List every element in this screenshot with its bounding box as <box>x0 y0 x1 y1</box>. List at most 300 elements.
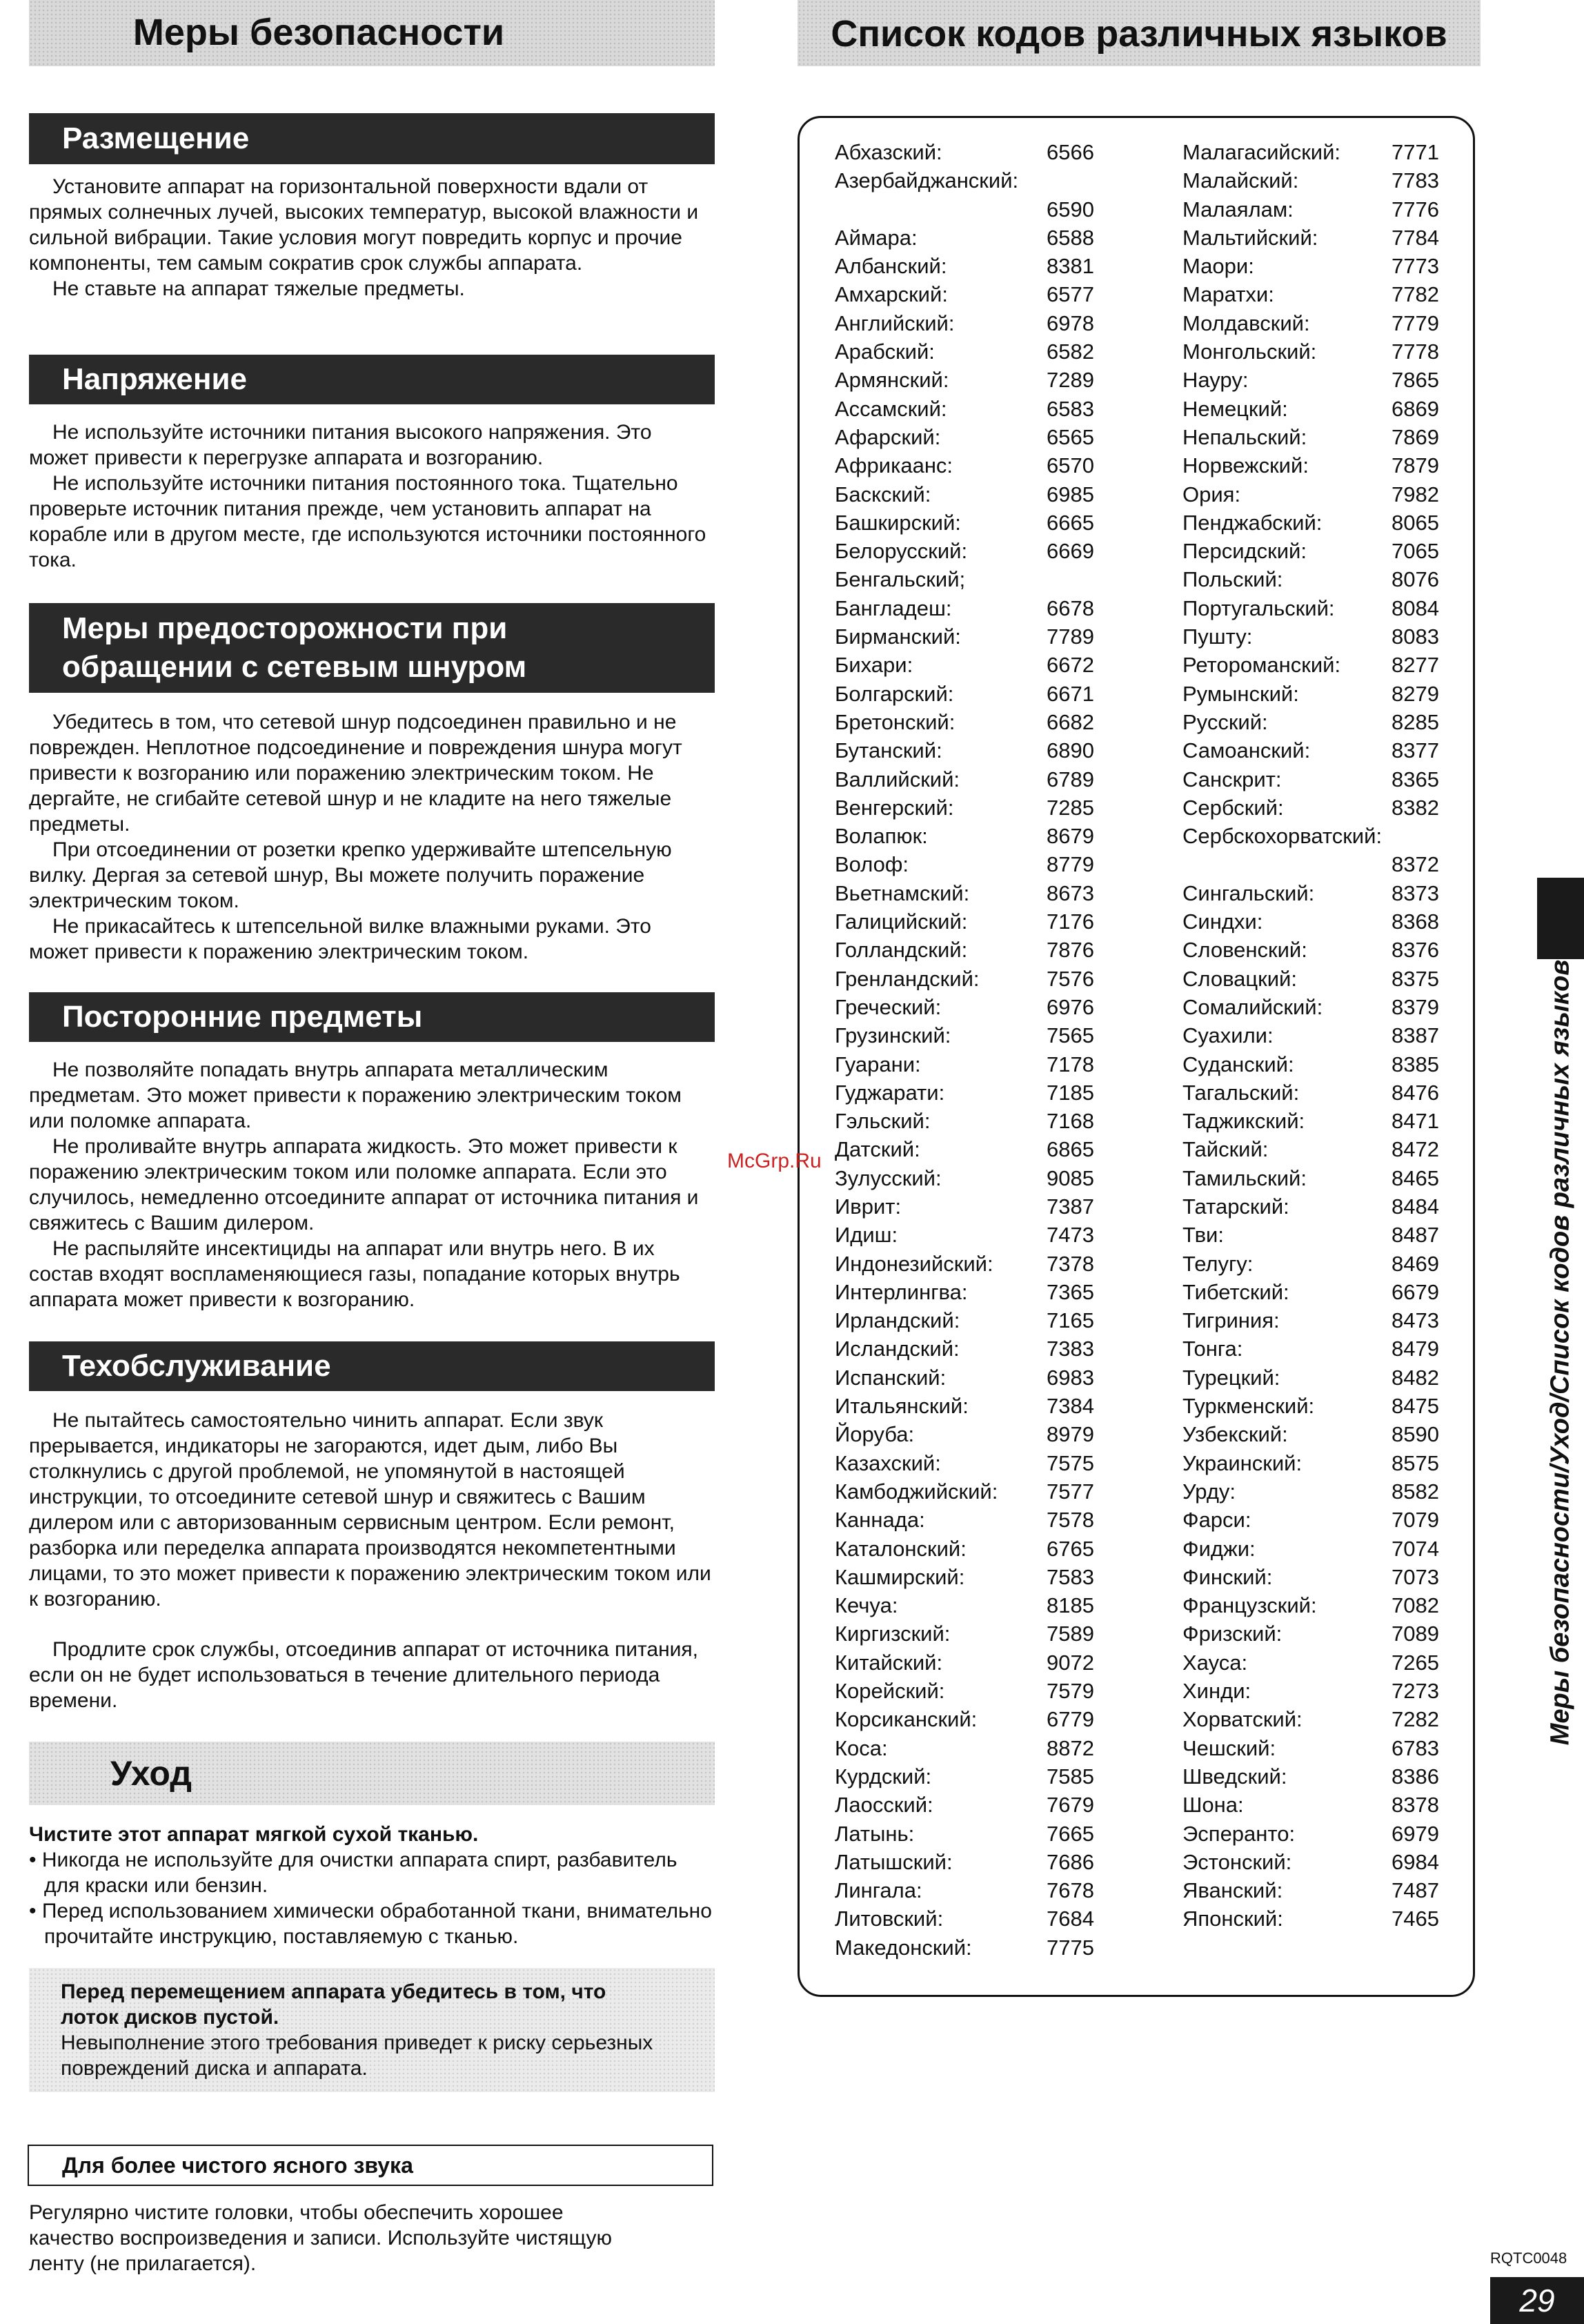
language-name: Французский: <box>1182 1593 1317 1618</box>
language-row <box>835 1535 1094 1563</box>
language-name: Ассамский: <box>835 396 947 421</box>
language-row <box>1182 537 1439 565</box>
language-name: Тагальский: <box>1182 1080 1300 1105</box>
language-code: 6582 <box>1047 339 1094 364</box>
language-code: 8386 <box>1392 1764 1439 1789</box>
language-name: Гэльский: <box>835 1109 931 1134</box>
language-row <box>1182 907 1439 936</box>
language-code: 6678 <box>1047 595 1094 620</box>
language-code: 6679 <box>1392 1279 1439 1304</box>
language-code: 7384 <box>1047 1394 1094 1419</box>
language-name: Киргизский: <box>835 1622 951 1646</box>
language-name: Русский: <box>1182 709 1268 734</box>
language-row <box>1182 451 1439 480</box>
care-note <box>61 1979 668 2081</box>
language-name: Грузинский: <box>835 1023 951 1048</box>
language-code: 8376 <box>1392 938 1439 963</box>
language-code: 8377 <box>1392 738 1439 763</box>
language-code: 8083 <box>1392 624 1439 649</box>
language-code: 7589 <box>1047 1622 1094 1646</box>
language-name: Польский: <box>1182 567 1283 592</box>
language-row <box>835 1221 1094 1249</box>
paragraph: Установите аппарат на горизонтальной поверхности вдали от прямых солнечных лучей, высоких температур, высокой влажности и сильной вибрации. Такие условия могут повредить корпус и прочие компоненты, тем самым сократив срок службы аппарата. <box>29 175 699 275</box>
language-row <box>835 1820 1094 1848</box>
language-name: Гуджарати: <box>835 1080 945 1105</box>
language-name: Санскрит: <box>1182 767 1282 791</box>
language-name: Бутанский: <box>835 738 942 763</box>
language-code: 6783 <box>1392 1735 1439 1760</box>
language-name: Африкаанс: <box>835 453 953 478</box>
language-code: 7487 <box>1392 1878 1439 1903</box>
language-row <box>1182 1648 1439 1677</box>
section-placement-body <box>29 174 715 302</box>
language-code: 8373 <box>1392 880 1439 905</box>
language-code: 9072 <box>1047 1650 1094 1675</box>
document-code: RQTC0048 <box>1490 2249 1567 2267</box>
language-code: 8779 <box>1047 852 1094 877</box>
language-name: Хинди: <box>1182 1679 1251 1704</box>
language-code: 7065 <box>1392 539 1439 564</box>
language-name: Тигриния: <box>1182 1308 1280 1333</box>
language-row <box>1182 850 1439 878</box>
language-row <box>835 509 1094 537</box>
language-row <box>835 1762 1094 1791</box>
language-name: Зулусский: <box>835 1165 942 1190</box>
language-code: 8472 <box>1392 1137 1439 1162</box>
language-code: 7771 <box>1392 140 1439 164</box>
language-row <box>835 1848 1094 1876</box>
language-row <box>1182 480 1439 509</box>
language-row <box>835 1506 1094 1534</box>
language-code: 6565 <box>1047 424 1094 449</box>
side-tab-marker <box>1537 878 1584 959</box>
language-code: 6979 <box>1392 1821 1439 1846</box>
language-name: Пушту: <box>1182 624 1253 649</box>
language-name: Лингала: <box>835 1878 922 1903</box>
language-row <box>1182 680 1439 708</box>
language-code: 8872 <box>1047 1735 1094 1760</box>
language-code: 8484 <box>1392 1194 1439 1219</box>
language-row <box>1182 1791 1439 1819</box>
language-row <box>835 252 1094 280</box>
right-header-title: Список кодов различных языков <box>831 13 1447 55</box>
language-code: 7778 <box>1392 339 1439 364</box>
language-row <box>835 1563 1094 1591</box>
language-code: 7378 <box>1047 1251 1094 1276</box>
left-header-title: Меры безопасности <box>132 12 505 53</box>
language-row <box>835 1192 1094 1221</box>
language-code: 7865 <box>1392 368 1439 393</box>
care-bullet: • Никогда не используйте для очистки аппарата спирт, разбавитель для краски или бензин. <box>29 1849 677 1897</box>
language-name: Тви: <box>1182 1223 1224 1248</box>
language-row <box>835 622 1094 651</box>
language-name: Непальский: <box>1182 424 1307 449</box>
language-row <box>835 1791 1094 1819</box>
language-name: Испанский: <box>835 1365 947 1390</box>
language-name: Ретороманский: <box>1182 653 1341 678</box>
language-code: 6983 <box>1047 1365 1094 1390</box>
language-name: Турецкий: <box>1182 1365 1280 1390</box>
language-row <box>835 1278 1094 1306</box>
language-name: Тамильский: <box>1182 1165 1307 1190</box>
language-row <box>1182 1591 1439 1619</box>
language-name: Малагасийский: <box>1182 140 1341 164</box>
language-name: Каннада: <box>835 1508 925 1533</box>
language-row <box>1182 1563 1439 1591</box>
language-row <box>1182 1820 1439 1848</box>
language-row <box>835 1591 1094 1619</box>
language-name: Фризский: <box>1182 1622 1283 1646</box>
language-code: 7465 <box>1392 1907 1439 1931</box>
language-row <box>835 765 1094 794</box>
language-row <box>835 736 1094 765</box>
language-row <box>1182 1306 1439 1335</box>
language-name: Чешский: <box>1182 1735 1276 1760</box>
language-row <box>835 1705 1094 1733</box>
language-name: Камбоджийский: <box>835 1479 998 1504</box>
language-code: 8482 <box>1392 1365 1439 1390</box>
language-name: Фиджи: <box>1182 1536 1256 1561</box>
language-code: 8375 <box>1392 966 1439 991</box>
language-code: 7577 <box>1047 1479 1094 1504</box>
language-name: Арабский: <box>835 339 935 364</box>
language-name: Белорусский: <box>835 539 968 564</box>
language-code: 8378 <box>1392 1793 1439 1818</box>
language-name: Волоф: <box>835 852 909 877</box>
language-code: 8479 <box>1392 1337 1439 1361</box>
language-row <box>835 965 1094 993</box>
language-code: 7089 <box>1392 1622 1439 1646</box>
language-row <box>1182 1192 1439 1221</box>
language-name: Маратхи: <box>1182 282 1274 307</box>
paragraph: Не пытайтесь самостоятельно чинить аппарат. Если звук прерывается, индикаторы не загораются, идет дым, либо Вы столкнулись с другой проблемой, не упомянутой в настоящей инструкции, то отсоедините сетевой шнур и свяжитесь с Вашим дилером или с авторизованным сервисным центром. Если ремонт, разборка или переделка аппарата производятся некомпетентными лицами, то это может привести к поражению электрическим током или к возгоранию. <box>29 1409 711 1611</box>
language-name: Фарси: <box>1182 1508 1251 1533</box>
language-row <box>835 224 1094 252</box>
clean-sound-title: Для более чистого ясного звука <box>28 2145 713 2186</box>
language-code: 7565 <box>1047 1023 1094 1048</box>
language-row <box>835 195 1094 224</box>
language-name: Казахский: <box>835 1450 941 1475</box>
clean-sound-text: Регулярно чистите головки, чтобы обеспечить хорошее качество воспроизведения и записи. Используйте чистящую ленту (не прилагается). <box>29 2201 613 2275</box>
language-code: 7789 <box>1047 624 1094 649</box>
language-row <box>835 651 1094 679</box>
language-code: 6669 <box>1047 539 1094 564</box>
language-code: 6890 <box>1047 738 1094 763</box>
language-row <box>1182 1221 1439 1249</box>
language-name: Тайский: <box>1182 1137 1269 1162</box>
language-code: 8381 <box>1047 254 1094 279</box>
language-code: 7784 <box>1392 225 1439 250</box>
language-row <box>1182 1506 1439 1534</box>
language-code: 7982 <box>1392 482 1439 506</box>
language-code: 7168 <box>1047 1109 1094 1134</box>
language-name: Английский: <box>835 311 955 335</box>
language-row <box>835 1164 1094 1192</box>
language-row <box>1182 1021 1439 1050</box>
section-voltage-title: Напряжение <box>29 355 715 404</box>
language-code: 8465 <box>1392 1165 1439 1190</box>
language-row <box>835 1363 1094 1392</box>
section-service-body <box>29 1408 715 1713</box>
language-code: 7082 <box>1392 1593 1439 1618</box>
language-name: Ирландский: <box>835 1308 960 1333</box>
language-row <box>835 1335 1094 1363</box>
language-name: Македонский: <box>835 1935 972 1960</box>
language-name: Телугу: <box>1182 1251 1254 1276</box>
language-list-left <box>835 138 1094 1962</box>
language-name: Португальский: <box>1182 595 1335 620</box>
language-name: Шведский: <box>1182 1764 1287 1789</box>
language-row <box>1182 1278 1439 1306</box>
language-code: 8379 <box>1392 994 1439 1019</box>
paragraph: Не позволяйте попадать внутрь аппарата металлическим предметам. Это может привести к поражению электрическим током или поломке аппарата. <box>29 1058 682 1132</box>
language-row <box>1182 1050 1439 1079</box>
language-row <box>835 907 1094 936</box>
language-name: Галицийский: <box>835 909 968 934</box>
language-row <box>1182 366 1439 394</box>
language-code: 7387 <box>1047 1194 1094 1219</box>
language-name: Амхарский: <box>835 282 948 307</box>
language-name: Суахили: <box>1182 1023 1274 1048</box>
paragraph: Не распыляйте инсектициды на аппарат или внутрь него. В их состав входят воспламеняющиеся газы, попадание которых внутрь аппарата может привести к возгоранию. <box>29 1237 680 1311</box>
language-row <box>1182 224 1439 252</box>
language-code: 7678 <box>1047 1878 1094 1903</box>
language-row <box>1182 993 1439 1021</box>
language-code: 8065 <box>1392 510 1439 535</box>
language-code: 7282 <box>1392 1707 1439 1732</box>
language-code: 8084 <box>1392 595 1439 620</box>
language-name: Бирманский: <box>835 624 961 649</box>
language-name: Бенгальский; <box>835 567 966 592</box>
language-code: 8582 <box>1392 1479 1439 1504</box>
language-code: 8471 <box>1392 1109 1439 1134</box>
language-name: Абхазский: <box>835 140 942 164</box>
language-code: 6978 <box>1047 311 1094 335</box>
language-name: Литовский: <box>835 1907 944 1931</box>
language-row <box>835 480 1094 509</box>
language-code: 8673 <box>1047 880 1094 905</box>
language-code: 6985 <box>1047 482 1094 506</box>
language-name: Сингальский: <box>1182 880 1315 905</box>
language-name: Эстонский: <box>1182 1849 1292 1874</box>
language-name: Японский: <box>1182 1907 1283 1931</box>
language-name: Малаялам: <box>1182 197 1294 221</box>
language-code: 7583 <box>1047 1564 1094 1589</box>
language-row <box>835 1677 1094 1705</box>
language-code: 6869 <box>1392 396 1439 421</box>
language-row <box>1182 280 1439 308</box>
language-row <box>835 1306 1094 1335</box>
language-name: Греческий: <box>835 994 942 1019</box>
language-row <box>1182 1363 1439 1392</box>
language-code: 8279 <box>1392 681 1439 706</box>
language-name: Кашмирский: <box>835 1564 965 1589</box>
language-row <box>1182 1079 1439 1107</box>
language-row <box>1182 395 1439 423</box>
language-name: Узбекский: <box>1182 1422 1288 1447</box>
language-code: 8285 <box>1392 709 1439 734</box>
language-code: 7074 <box>1392 1536 1439 1561</box>
language-row <box>1182 1107 1439 1135</box>
language-name: Бангладеш: <box>835 595 952 620</box>
language-name: Таджикский: <box>1182 1109 1305 1134</box>
section-voltage-body <box>29 420 715 573</box>
language-name: Кечуа: <box>835 1593 898 1618</box>
language-row <box>1182 1135 1439 1163</box>
language-name: Шона: <box>1182 1793 1244 1818</box>
language-row <box>1182 1250 1439 1278</box>
language-row <box>1182 565 1439 593</box>
language-code: 8487 <box>1392 1223 1439 1248</box>
language-code: 6984 <box>1392 1849 1439 1874</box>
language-row <box>835 337 1094 366</box>
language-name: Самоанский: <box>1182 738 1311 763</box>
language-name: Датский: <box>835 1137 920 1162</box>
language-code: 7779 <box>1392 311 1439 335</box>
language-row <box>835 1619 1094 1648</box>
language-name: Яванский: <box>1182 1878 1283 1903</box>
language-row <box>835 594 1094 622</box>
language-row <box>1182 1677 1439 1705</box>
language-name: Баскский: <box>835 482 931 506</box>
language-code: 6590 <box>1047 197 1094 221</box>
language-code: 7665 <box>1047 1821 1094 1846</box>
language-row <box>1182 337 1439 366</box>
language-row <box>1182 1164 1439 1192</box>
language-name: Корсиканский: <box>835 1707 978 1732</box>
language-name: Вьетнамский: <box>835 880 970 905</box>
language-code: 8475 <box>1392 1394 1439 1419</box>
language-name: Хорватский: <box>1182 1707 1303 1732</box>
language-code: 6671 <box>1047 681 1094 706</box>
language-name: Азербайджанский: <box>835 168 1019 193</box>
care-title: Уход <box>110 1754 192 1793</box>
language-code: 6976 <box>1047 994 1094 1019</box>
language-code: 7285 <box>1047 795 1094 820</box>
language-row <box>835 822 1094 850</box>
watermark: McGrp.Ru <box>727 1150 822 1172</box>
language-code: 8277 <box>1392 653 1439 678</box>
language-code: 9085 <box>1047 1165 1094 1190</box>
language-row <box>835 1734 1094 1762</box>
language-row <box>835 879 1094 907</box>
language-name: Молдавский: <box>1182 311 1310 335</box>
language-code: 7679 <box>1047 1793 1094 1818</box>
language-code: 8076 <box>1392 567 1439 592</box>
language-code: 7176 <box>1047 909 1094 934</box>
language-code: 8575 <box>1392 1450 1439 1475</box>
language-row <box>835 850 1094 878</box>
language-row <box>835 366 1094 394</box>
language-code: 8590 <box>1392 1422 1439 1447</box>
language-row <box>1182 622 1439 651</box>
language-name: Монгольский: <box>1182 339 1317 364</box>
language-name: Тибетский: <box>1182 1279 1289 1304</box>
language-row <box>1182 594 1439 622</box>
language-code: 7783 <box>1392 168 1439 193</box>
language-code: 6566 <box>1047 140 1094 164</box>
language-name: Гуарани: <box>835 1052 921 1076</box>
language-name: Китайский: <box>835 1650 943 1675</box>
language-name: Гренландский: <box>835 966 980 991</box>
language-code: 7079 <box>1392 1508 1439 1533</box>
language-row <box>835 1021 1094 1050</box>
language-name: Норвежский: <box>1182 453 1309 478</box>
language-row <box>835 565 1094 593</box>
language-row <box>835 395 1094 423</box>
language-name: Латынь: <box>835 1821 915 1846</box>
language-name: Латышский: <box>835 1849 953 1874</box>
paragraph: Не используйте источники питания постоянного тока. Тщательно проверьте источник питания прежде, чем установить аппарат на корабле или в другом месте, где используются источники постоянного тока. <box>29 472 706 571</box>
language-code: 6588 <box>1047 225 1094 250</box>
language-row <box>835 1079 1094 1107</box>
language-row <box>835 1648 1094 1677</box>
language-row <box>835 794 1094 822</box>
language-name: Украинский: <box>1182 1450 1303 1475</box>
language-code: 8365 <box>1392 767 1439 791</box>
language-row <box>1182 1392 1439 1420</box>
language-row <box>1182 1420 1439 1448</box>
section-service-title: Техобслуживание <box>29 1341 715 1391</box>
language-name: Румынский: <box>1182 681 1299 706</box>
language-row <box>1182 1449 1439 1477</box>
language-code: 6672 <box>1047 653 1094 678</box>
care-lead: Чистите этот аппарат мягкой сухой тканью. <box>29 1823 479 1846</box>
language-code: 7289 <box>1047 368 1094 393</box>
language-name: Пенджабский: <box>1182 510 1323 535</box>
language-name: Маори: <box>1182 254 1254 279</box>
language-row <box>1182 1876 1439 1904</box>
language-name: Исландский: <box>835 1337 960 1361</box>
language-row <box>1182 1734 1439 1762</box>
language-row <box>835 537 1094 565</box>
language-name: Албанский: <box>835 254 947 279</box>
language-name: Корейский: <box>835 1679 945 1704</box>
language-code: 7473 <box>1047 1223 1094 1248</box>
language-row <box>835 1050 1094 1079</box>
language-row <box>835 1107 1094 1135</box>
language-name: Итальянский: <box>835 1394 969 1419</box>
language-row <box>1182 965 1439 993</box>
language-code: 7776 <box>1392 197 1439 221</box>
language-name: Финский: <box>1182 1564 1273 1589</box>
language-name: Иврит: <box>835 1194 902 1219</box>
language-name: Каталонский: <box>835 1536 967 1561</box>
language-row <box>835 1449 1094 1477</box>
paragraph: Продлите срок службы, отсоединив аппарат от источника питания, если он не будет использоваться в течение длительного периода времени. <box>29 1638 698 1712</box>
language-code: 7579 <box>1047 1679 1094 1704</box>
paragraph: При отсоединении от розетки крепко удерживайте штепсельную вилку. Дергая за сетевой шнур, Вы можете получить поражение электрическим током. <box>29 838 672 912</box>
language-code: 7879 <box>1392 453 1439 478</box>
language-row <box>1182 765 1439 794</box>
language-row <box>835 708 1094 736</box>
language-name: Мальтийский: <box>1182 225 1318 250</box>
language-name: Голландский: <box>835 938 968 963</box>
language-row <box>835 1135 1094 1163</box>
language-code: 7775 <box>1047 1935 1094 1960</box>
language-name: Лаосский: <box>835 1793 933 1818</box>
language-row <box>835 1420 1094 1448</box>
language-row <box>1182 509 1439 537</box>
language-row <box>1182 822 1439 850</box>
language-code: 8372 <box>1392 852 1439 877</box>
language-row <box>1182 1904 1439 1933</box>
language-name: Бретонский: <box>835 709 956 734</box>
section-cord-title: Меры предосторожности при обращении с сетевым шнуром <box>29 603 715 693</box>
language-name: Малайский: <box>1182 168 1299 193</box>
language-code: 7178 <box>1047 1052 1094 1076</box>
language-row <box>1182 138 1439 166</box>
